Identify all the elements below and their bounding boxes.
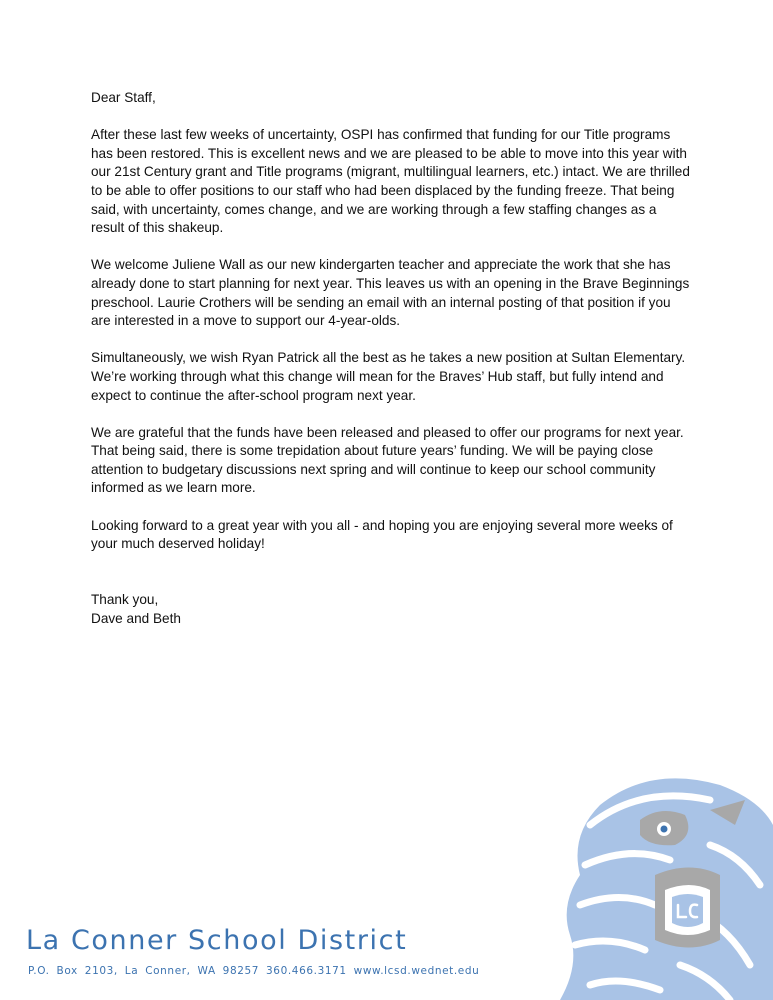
letter-paragraph: We are grateful that the funds have been released and pleased to offer our programs for next year. That being said, there is some trepidation about future years’ funding. We will be paying close attention to budgetary discussions next spring and will continue to keep our school community informed as we learn more. <box>91 424 684 496</box>
letter-paragraph: After these last few weeks of uncertainty, OSPI has confirmed that funding for our Title programs has been restored. This is excellent news and we are pleased to be able to move into this year with our 21st Century grant and Title programs (migrant, multilingual learners, etc.) intact. We are thrilled to be able to offer positions to our staff who had been displaced by the funding freeze. That being said, with uncertainty, comes change, and we are working through a few staffing changes as a result of this shakeup. <box>91 127 690 236</box>
letter-paragraph: Simultaneously, we wish Ryan Patrick all the best as he takes a new position at Sultan Elementary. We’re working through what this change will mean for the Braves’ Hub staff, but fully intend and expect to continue the after-school program next year. <box>91 350 686 403</box>
letter-paragraph: Looking forward to a great year with you all - and hoping you are enjoying several more weeks of your much deserved holiday! <box>91 517 673 552</box>
letter-body <box>91 89 691 628</box>
letter-paragraph: We welcome Juliene Wall as our new kindergarten teacher and appreciate the work that she has already done to start planning for next year. This leaves us with an opening in the Brave Beginnings preschool. Laurie Crothers will be sending an email with an internal posting of that position if you are interested in a move to support our 4-year-olds. <box>91 257 690 329</box>
district-contact-info: P.O. Box 2103, La Conner, WA 98257 360.466.3171 www.lcsd.wednet.edu <box>28 965 480 977</box>
letter-closing: Thank you, <box>91 592 159 608</box>
thunderbird-crest-icon <box>560 765 773 1000</box>
district-name: La Conner School District <box>26 925 408 956</box>
letter-greeting: Dear Staff, <box>91 90 156 105</box>
letter-signature: Dave and Beth <box>91 610 181 626</box>
